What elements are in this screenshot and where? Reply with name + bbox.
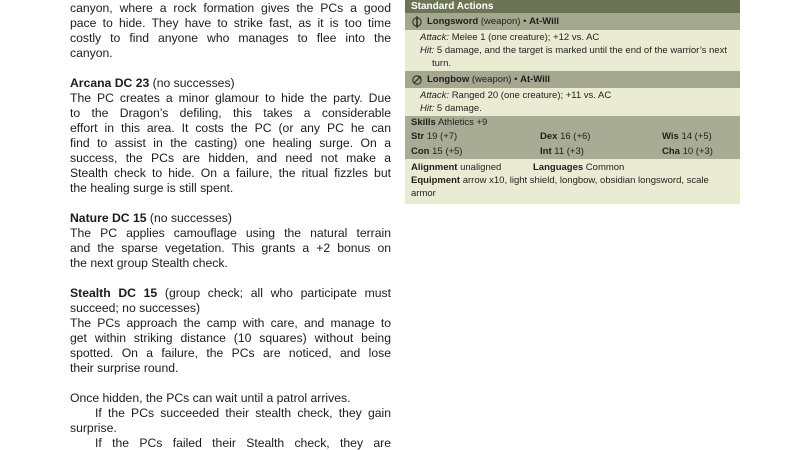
skills-value: Athletics +9: [437, 117, 488, 128]
heading-rest: (no successes): [146, 211, 232, 225]
power-name: Longsword: [427, 16, 479, 27]
text-line: canyon, where a rock formation gives the PCs a good: [70, 1, 391, 15]
section-heading-stealth-line2: succeed; no successes): [70, 301, 201, 315]
hit-text: 5 damage, and the target is marked until the end of the warrior’s next turn.: [432, 45, 727, 69]
equipment-value: arrow x10, light shield, longbow, obsidian longsword, scale armor: [411, 175, 709, 199]
heading-bold: Stealth DC 15: [70, 286, 158, 300]
text-line: and the sparse vegetation. This grants a +2 bonus on: [70, 241, 391, 255]
text-line: canyon.: [70, 46, 113, 60]
ability-label: Con: [411, 146, 430, 157]
text-line: costly to find anyone who manages to flee into the: [70, 31, 391, 45]
equipment-label: Equipment: [411, 175, 461, 186]
ability-dex: [540, 129, 662, 144]
attack-text: Ranged 20 (one creature); +11 vs. AC: [451, 90, 612, 101]
hit-label: Hit:: [420, 103, 435, 114]
text-line: to the Dragon’s defiling, this takes a considerable: [70, 106, 391, 120]
attack-text: Melee 1 (one creature); +12 vs. AC: [451, 32, 600, 43]
text-line: the next group Stealth check.: [70, 256, 228, 270]
heading-rest: (group check; all who participate must: [157, 286, 391, 300]
ability-value: 14 (+5): [681, 131, 712, 142]
text-line: Stealth check to hide. On a failure, the ritual fizzles but: [70, 166, 391, 180]
text-line: find to assist in the casting) one healing surge. On a: [70, 136, 391, 150]
ability-con: [411, 144, 540, 159]
ability-label: Int: [540, 146, 552, 157]
power-details: [405, 88, 740, 116]
power-keywords: (weapon): [480, 16, 521, 27]
power-separator: •: [514, 74, 518, 85]
power-usage: At-Will: [529, 16, 560, 27]
attack-label: Attack:: [420, 32, 450, 43]
ability-label: Str: [411, 131, 425, 142]
ability-value: 11 (+3): [554, 146, 584, 157]
text-line: surprise.: [70, 421, 117, 435]
text-line: The PC applies camouflage using the natural terrain: [70, 226, 391, 240]
text-line: The PCs approach the camp with care, and manage to: [70, 316, 391, 330]
text-line: Once hidden, the PCs can wait until a patrol arrives.: [70, 391, 351, 405]
statblock-header: Standard Actions: [405, 0, 740, 13]
text-line: success, the PCs are hidden, and need not make a: [70, 151, 391, 165]
ranged-basic-attack-icon: [411, 74, 423, 86]
alignment-label: Alignment: [411, 162, 458, 173]
text-line: the healing surge is still spent.: [70, 181, 234, 195]
alignment-value: unaligned: [460, 162, 502, 173]
text-line: If the PCs succeeded their stealth check, they gain: [95, 406, 391, 420]
power-title: [427, 13, 559, 30]
ability-label: Cha: [662, 146, 680, 157]
hit-line: [405, 44, 732, 70]
hit-line: [405, 102, 732, 115]
text-line: The PC creates a minor glamour to hide the party. Due: [70, 91, 391, 105]
skills-label: Skills: [411, 117, 436, 128]
ability-str: [411, 129, 540, 144]
section-heading-arcana: [70, 76, 391, 91]
text-line: pace to hide. They have to strike fast, as it is too time: [70, 16, 391, 30]
power-separator: •: [523, 16, 527, 27]
section-heading-stealth: [70, 286, 391, 301]
attack-label: Attack:: [420, 90, 450, 101]
melee-basic-attack-icon: [411, 16, 423, 28]
text-line: spotted. On a failure, the PCs are noticed, and lose: [70, 346, 391, 360]
attack-line: [405, 89, 732, 102]
power-usage: At-Will: [520, 74, 551, 85]
power-keywords: (weapon): [471, 74, 512, 85]
text-line: If the PCs failed their Stealth check, they are: [95, 436, 391, 450]
power-row-longsword: [405, 13, 740, 30]
equipment-row: [411, 174, 732, 200]
ability-value: 16 (+6): [560, 131, 591, 142]
ability-value: 19 (+7): [426, 131, 458, 142]
ability-value: 15 (+5): [432, 146, 463, 157]
alignment-row: [411, 161, 732, 174]
section-heading-nature: [70, 211, 391, 226]
adventure-text-column: [70, 1, 391, 450]
text-line: their surprise round.: [70, 361, 179, 375]
power-title: [427, 71, 550, 88]
attack-line: [405, 31, 732, 44]
hit-label: Hit:: [420, 45, 435, 56]
text-line: get within striking distance (10 squares) without being: [70, 331, 391, 345]
npc-statblock: [405, 0, 740, 204]
languages-value: Common: [585, 162, 625, 173]
ability-cha: [662, 144, 740, 159]
heading-bold: Arcana DC 23: [70, 76, 150, 90]
heading-rest: (no successes): [149, 76, 235, 90]
hit-text: 5 damage.: [436, 103, 482, 114]
ability-scores: [405, 129, 740, 159]
languages-group: [533, 161, 624, 174]
languages-label: Languages: [533, 162, 584, 173]
power-name: Longbow: [427, 74, 470, 85]
ability-int: [540, 144, 662, 159]
heading-bold: Nature DC 15: [70, 211, 147, 225]
power-details: [405, 30, 740, 71]
text-line: effort in this area. It costs the PC (or any PC he can: [70, 121, 391, 135]
ability-wis: [662, 129, 740, 144]
skills-row: [405, 116, 740, 129]
ability-value: 10 (+3): [682, 146, 713, 157]
ability-label: Dex: [540, 131, 558, 142]
power-row-longbow: [405, 71, 740, 88]
statblock-footer: [405, 159, 740, 204]
ability-label: Wis: [662, 131, 679, 142]
